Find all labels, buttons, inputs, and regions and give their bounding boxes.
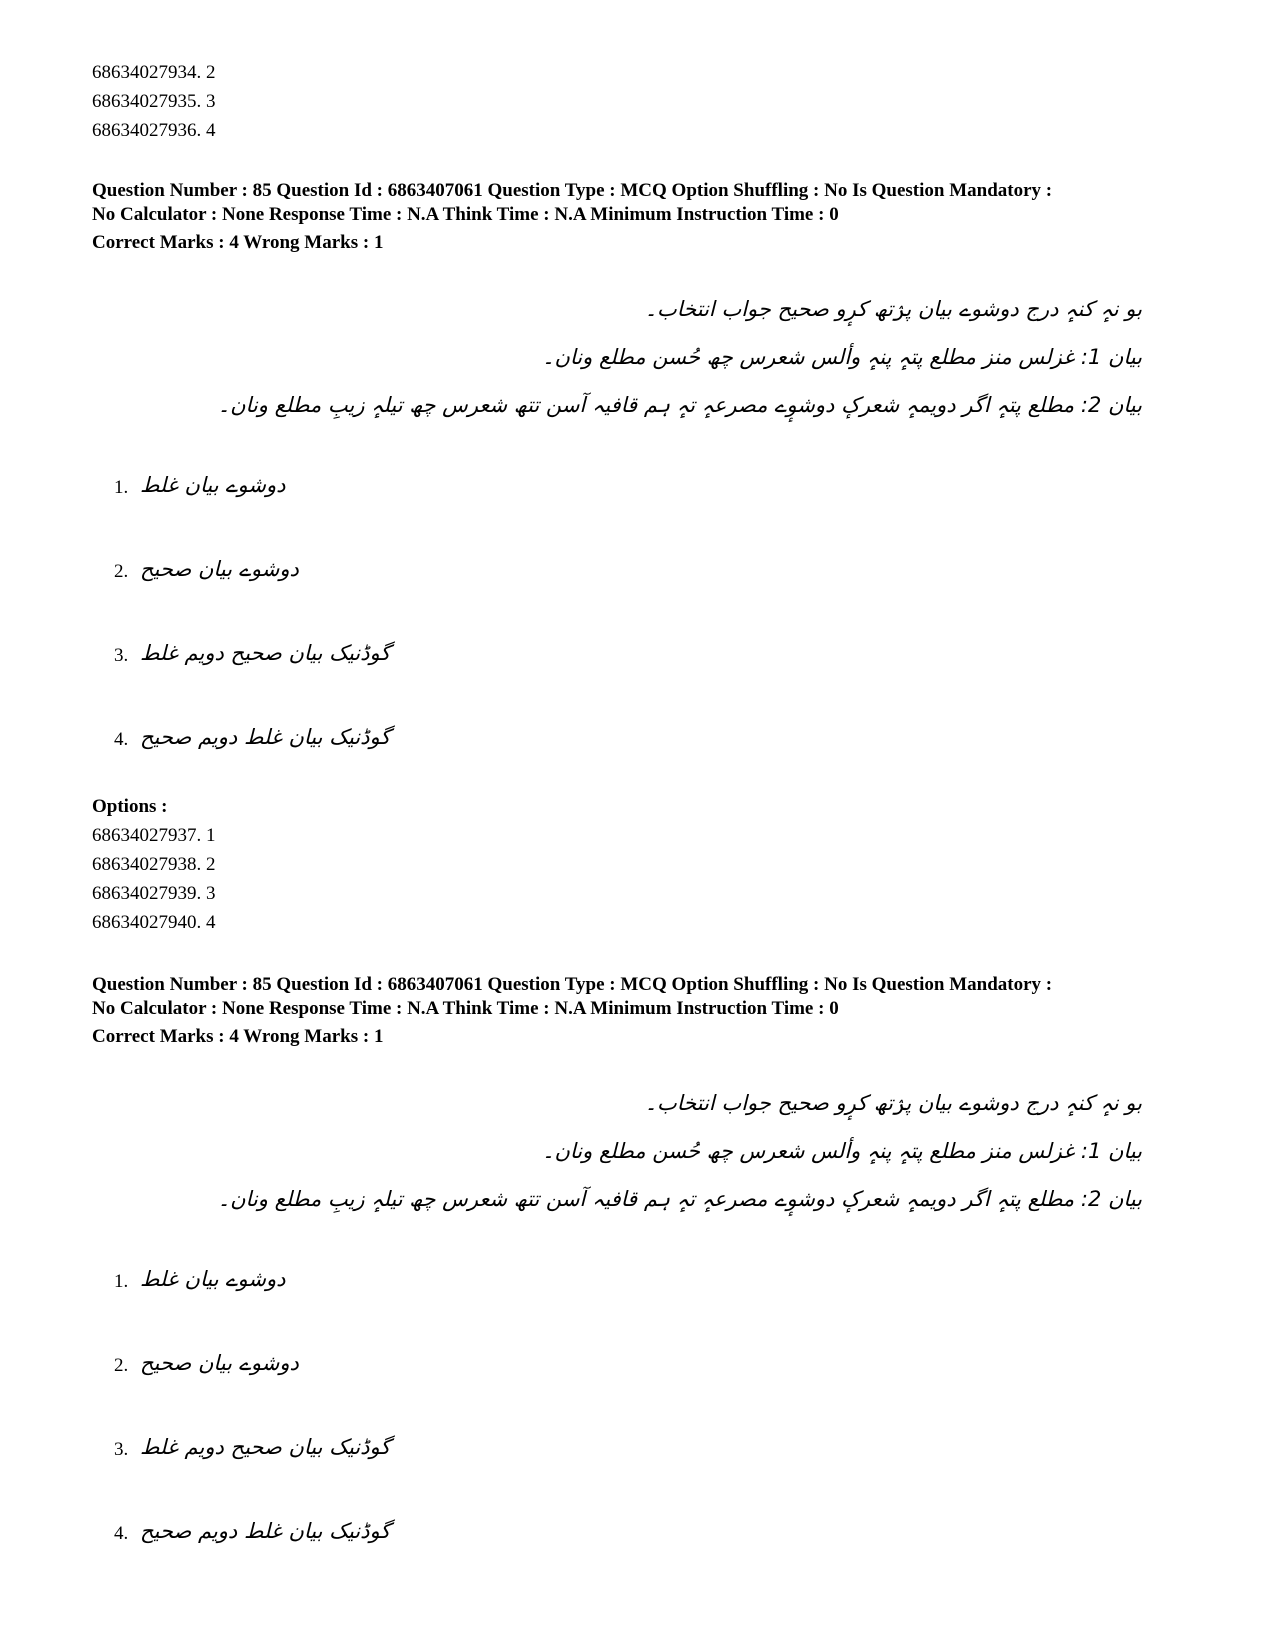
choice-item	[92, 1497, 1192, 1581]
choice-list	[92, 451, 1192, 787]
choice-text: گوڈنیک بیان غلط دویم صحیح	[140, 725, 391, 749]
stem-line: بیان 2: مطلع پتہٕ اگر دویمہٕ شعرکٕ دوشوٕے مصرعہٕ تہٕ ہم قافیہ آسن تتھ شعرس چھ تیلہٕ زیبِ مطلع ونان۔	[217, 1187, 1142, 1211]
question-block-1	[92, 179, 1192, 937]
choice-text: دوشوے بیان صحیح	[140, 1351, 299, 1375]
option-line: 68634027934. 2	[92, 62, 216, 83]
option-line: 68634027936. 4	[92, 120, 216, 141]
choice-item	[92, 1329, 1192, 1413]
question-header-line1: Question Number : 85 Question Id : 6863407061 Question Type : MCQ Option Shuffling : No Is Question Mandatory :	[92, 180, 1053, 201]
document-page	[92, 58, 1192, 1581]
choice-number: 3.	[114, 645, 129, 666]
choice-number: 3.	[114, 1439, 129, 1460]
choice-item	[92, 1413, 1192, 1497]
question-header-line2: No Calculator : None Response Time : N.A Think Time : N.A Minimum Instruction Time : 0	[92, 204, 839, 225]
choice-text: گوڈنیک بیان غلط دویم صحیح	[140, 1519, 391, 1543]
choice-text: گوڈنیک بیان صحیح دویم غلط	[140, 641, 391, 665]
choice-list	[92, 1245, 1192, 1581]
choice-item	[92, 1245, 1192, 1329]
options-list	[92, 821, 1192, 937]
choice-number: 1.	[114, 1271, 129, 1292]
option-line: 68634027940. 4	[92, 912, 216, 933]
choice-text: دوشوے بیان غلط	[140, 473, 286, 497]
choice-item	[92, 535, 1192, 619]
question-stem	[92, 285, 1142, 429]
question-marks: Correct Marks : 4 Wrong Marks : 1	[92, 232, 384, 253]
stem-line: بیان 2: مطلع پتہٕ اگر دویمہٕ شعرکٕ دوشوٕے مصرعہٕ تہٕ ہم قافیہ آسن تتھ شعرس چھ تیلہٕ زیبِ مطلع ونان۔	[217, 393, 1142, 417]
choice-number: 2.	[114, 561, 129, 582]
choice-text: دوشوے بیان غلط	[140, 1267, 286, 1291]
choice-number: 1.	[114, 477, 129, 498]
question-header-line1: Question Number : 85 Question Id : 6863407061 Question Type : MCQ Option Shuffling : No Is Question Mandatory :	[92, 974, 1053, 995]
question-block-2	[92, 973, 1192, 1581]
question-header-line2: No Calculator : None Response Time : N.A Think Time : N.A Minimum Instruction Time : 0	[92, 998, 839, 1019]
question-stem	[92, 1079, 1142, 1223]
choice-item	[92, 451, 1192, 535]
choice-number: 2.	[114, 1355, 129, 1376]
choice-item	[92, 703, 1192, 787]
stem-line: بو نہٕ کنہٕ درج دوشوے بیان پرٛتھ کرٕو صحیح جواب انتخاب۔	[644, 1091, 1142, 1115]
options-label: Options :	[92, 796, 168, 817]
option-line: 68634027939. 3	[92, 883, 216, 904]
option-line: 68634027935. 3	[92, 91, 216, 112]
choice-text: گوڈنیک بیان صحیح دویم غلط	[140, 1435, 391, 1459]
stem-line: بو نہٕ کنہٕ درج دوشوے بیان پرٛتھ کرٕو صحیح جواب انتخاب۔	[644, 297, 1142, 321]
previous-options-list	[92, 58, 1192, 145]
choice-number: 4.	[114, 729, 129, 750]
stem-line: بیان 1: غزلس منز مطلع پتہٕ پنہٕ وألس شعرس چھ حُسن مطلع ونان۔	[542, 345, 1142, 369]
choice-number: 4.	[114, 1523, 129, 1544]
stem-line: بیان 1: غزلس منز مطلع پتہٕ پنہٕ وألس شعرس چھ حُسن مطلع ونان۔	[542, 1139, 1142, 1163]
choice-item	[92, 619, 1192, 703]
question-marks: Correct Marks : 4 Wrong Marks : 1	[92, 1026, 384, 1047]
choice-text: دوشوے بیان صحیح	[140, 557, 299, 581]
option-line: 68634027938. 2	[92, 854, 216, 875]
option-line: 68634027937. 1	[92, 825, 216, 846]
